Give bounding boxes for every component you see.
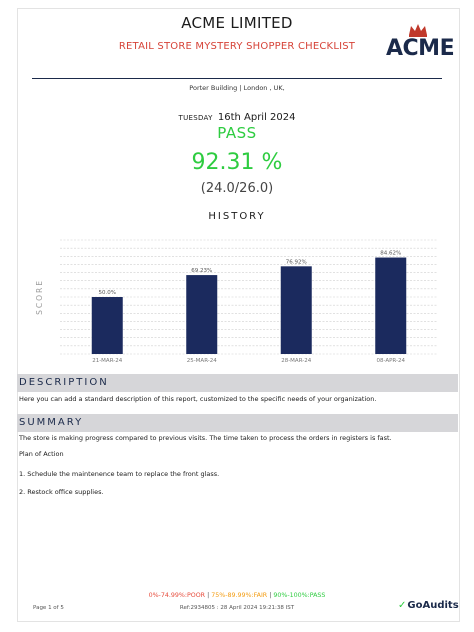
score-legend [0,592,474,599]
history-title: HISTORY [208,211,266,222]
date-text: 16th April 2024 [217,112,296,123]
chart-bar [281,266,312,354]
header-divider [32,78,442,79]
history-chart-svg [30,228,450,368]
y-axis-label: SCORE [35,279,44,315]
report-reference: Ref:2934805 : 28 April 2024 19:21:38 IST [179,605,295,611]
action-item-1: 1. Schedule the maintenence team to replace the front glass. [19,470,220,478]
history-chart [30,228,450,372]
legend-separator: | [269,592,272,599]
description-header [17,374,458,392]
x-tick-label: 08-APR-24 [376,358,406,364]
audit-date [0,112,474,123]
bar-data-label: 76.92% [285,259,307,266]
page-number: Page 1 of 5 [33,605,64,611]
legend-separator: | [207,592,210,599]
goaudits-logo [398,600,459,611]
summary-header [17,414,458,432]
day-of-week: TUESDAY [178,114,213,122]
company-name: ACME LIMITED [181,14,293,32]
legend-pass: 90%-100%:PASS [273,592,326,599]
bar-data-label: 84.62% [380,250,402,257]
bar-data-label: 50.0% [98,290,116,296]
brand-name: GoAudits [407,600,459,611]
chart-bar [375,258,406,354]
site-address: Porter Building | London , UK, [189,84,285,92]
result-status: PASS [217,124,257,142]
summary-heading: SUMMARY [19,417,84,428]
description-text: Here you can add a standard description of this report, customized to the specific needs of your organization. [19,395,377,403]
action-item-2: 2. Restock office supplies. [19,488,104,496]
score-percent: 92.31 % [191,150,283,175]
legend-poor: 0%-74.99%:POOR [148,592,206,599]
x-tick-label: 25-MAR-24 [186,358,217,364]
chart-bar [92,297,123,354]
check-icon: ✓ [398,600,407,611]
x-tick-label: 28-MAR-24 [281,358,312,364]
plan-of-action-label: Plan of Action [19,450,64,458]
chart-bar [186,275,217,354]
score-ratio: (24.0/26.0) [200,181,274,196]
description-heading: DESCRIPTION [19,377,109,388]
summary-text: The store is making progress compared to previous visits. The time taken to process the orders in registers is fast. [19,434,392,442]
x-tick-label: 21-MAR-24 [92,358,123,364]
logo-text: ACME [386,36,455,61]
legend-fair: 75%-89.99%:FAIR [211,592,268,599]
acme-logo [386,22,455,68]
bar-data-label: 69.23% [191,268,213,275]
report-subtitle: RETAIL STORE MYSTERY SHOPPER CHECKLIST [118,41,356,52]
